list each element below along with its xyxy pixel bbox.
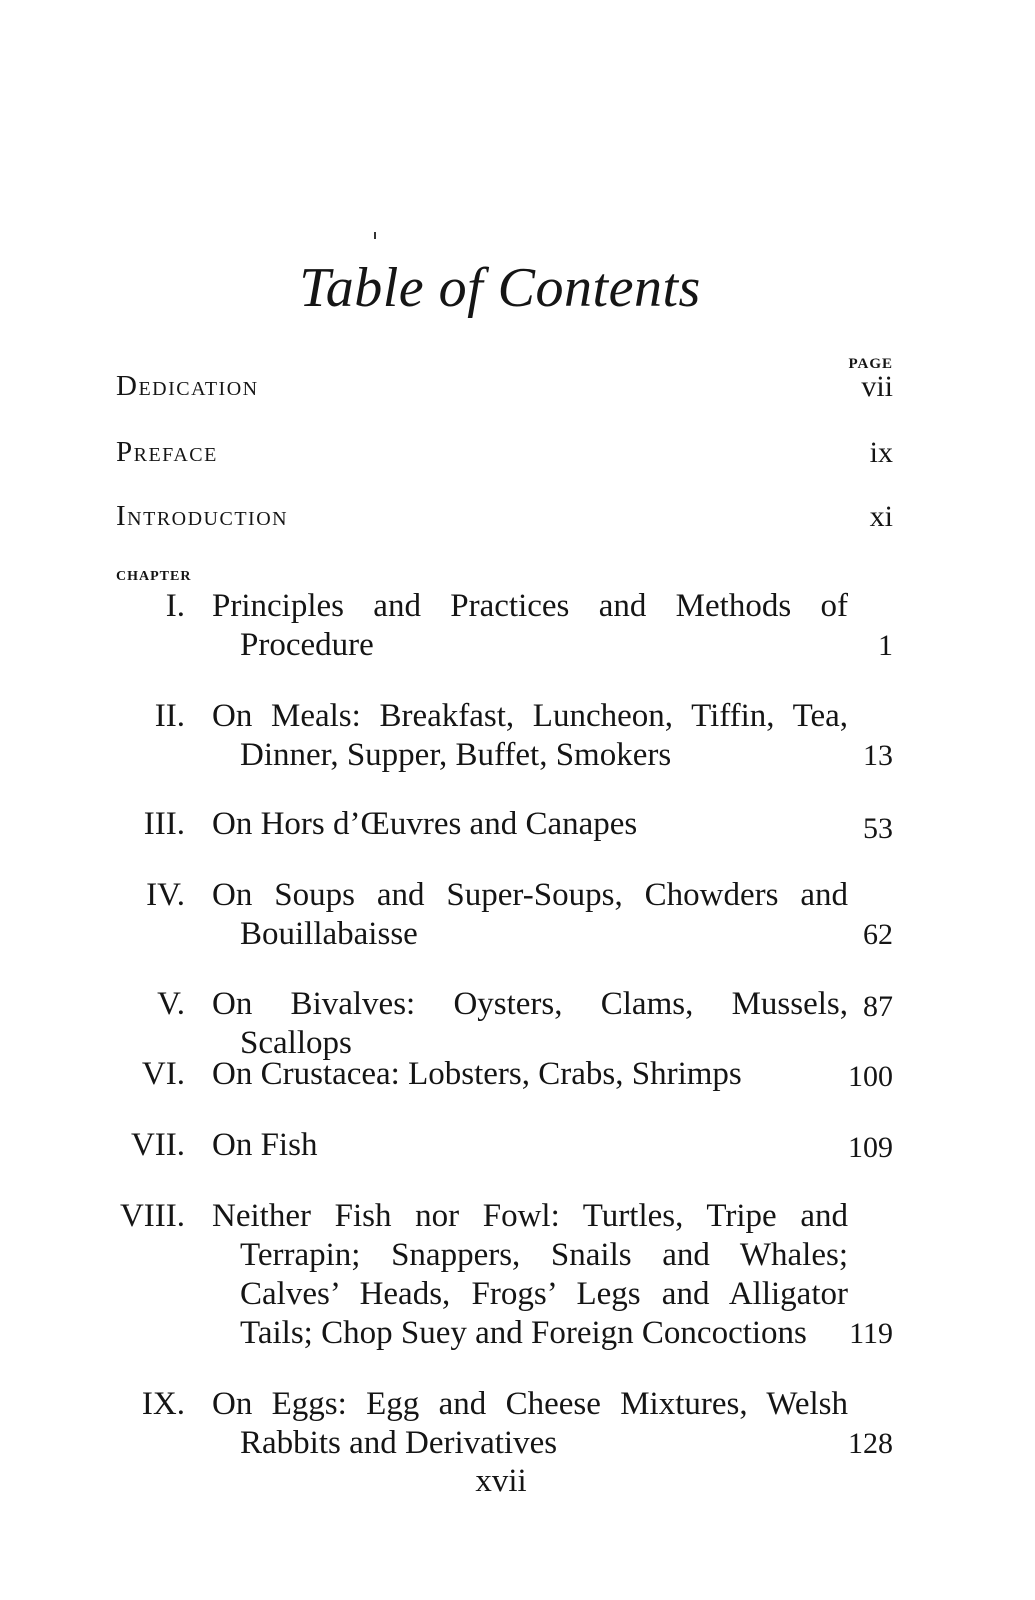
toc-entry-page: vii bbox=[861, 370, 893, 403]
chapter-column-heading: CHAPTER bbox=[116, 569, 192, 584]
chapter-numeral: VI. bbox=[141, 1056, 185, 1092]
chapter-page: 128 bbox=[848, 1427, 893, 1460]
chapter-page: 119 bbox=[849, 1317, 893, 1350]
toc-entry-title: Preface bbox=[116, 436, 218, 468]
toc-entry-introduction bbox=[116, 500, 893, 540]
chapter-title: On Hors d’Œuvres and Canapes bbox=[212, 806, 638, 842]
chapter-page: 13 bbox=[863, 739, 893, 772]
chapter-title: On Eggs: Egg and Cheese Mixtures, Welsh Rabbits and Derivatives bbox=[212, 1386, 848, 1461]
toc-entry-dedication bbox=[116, 370, 893, 410]
chapter-page: 53 bbox=[863, 812, 893, 845]
chapter-numeral: II. bbox=[154, 698, 185, 734]
toc-entry-title: Dedication bbox=[116, 370, 259, 402]
chapter-numeral: VII. bbox=[130, 1127, 185, 1163]
chapter-numeral: I. bbox=[165, 588, 185, 624]
chapter-title: On Fish bbox=[212, 1127, 318, 1163]
chapter-page: 62 bbox=[863, 918, 893, 951]
chapter-title: On Bivalves: Oysters, Clams, Mussels, Scallops bbox=[212, 986, 848, 1061]
chapter-title: Principles and Practices and Methods of Procedure bbox=[212, 588, 848, 663]
toc-entry-title: Introduction bbox=[116, 500, 289, 532]
chapter-page: 109 bbox=[848, 1131, 893, 1164]
chapter-numeral: VIII. bbox=[119, 1198, 185, 1234]
chapter-title: On Crustacea: Lobsters, Crabs, Shrimps bbox=[212, 1056, 742, 1092]
chapter-title: On Meals: Breakfast, Luncheon, Tiffin, Tea, Dinner, Supper, Buffet, Smokers bbox=[212, 698, 848, 773]
page-number: xvii bbox=[475, 1463, 527, 1499]
chapter-numeral: IV. bbox=[146, 877, 185, 913]
page-title: Table of Contents bbox=[299, 257, 701, 319]
toc-entry-preface bbox=[116, 436, 893, 476]
chapter-numeral: IX. bbox=[141, 1386, 185, 1422]
chapter-page: 100 bbox=[848, 1060, 893, 1093]
page-column-heading: PAGE bbox=[848, 356, 893, 372]
toc-entry-page: ix bbox=[869, 436, 893, 469]
chapter-title: On Soups and Super-Soups, Chowders and Bouillabaisse bbox=[212, 877, 848, 952]
chapter-numeral: III. bbox=[143, 806, 185, 842]
chapter-page: 87 bbox=[863, 990, 893, 1023]
chapter-page: 1 bbox=[878, 629, 893, 662]
print-mark bbox=[374, 232, 376, 239]
chapter-title: Neither Fish nor Fowl: Turtles, Tripe and Terrapin; Snappers, Snails and Whales; Calves’ Heads, Frogs’ Legs and Alligator Tails; Chop Suey and Foreign Concoctions bbox=[212, 1198, 848, 1351]
chapter-numeral: V. bbox=[157, 986, 185, 1022]
toc-entry-page: xi bbox=[869, 500, 893, 533]
